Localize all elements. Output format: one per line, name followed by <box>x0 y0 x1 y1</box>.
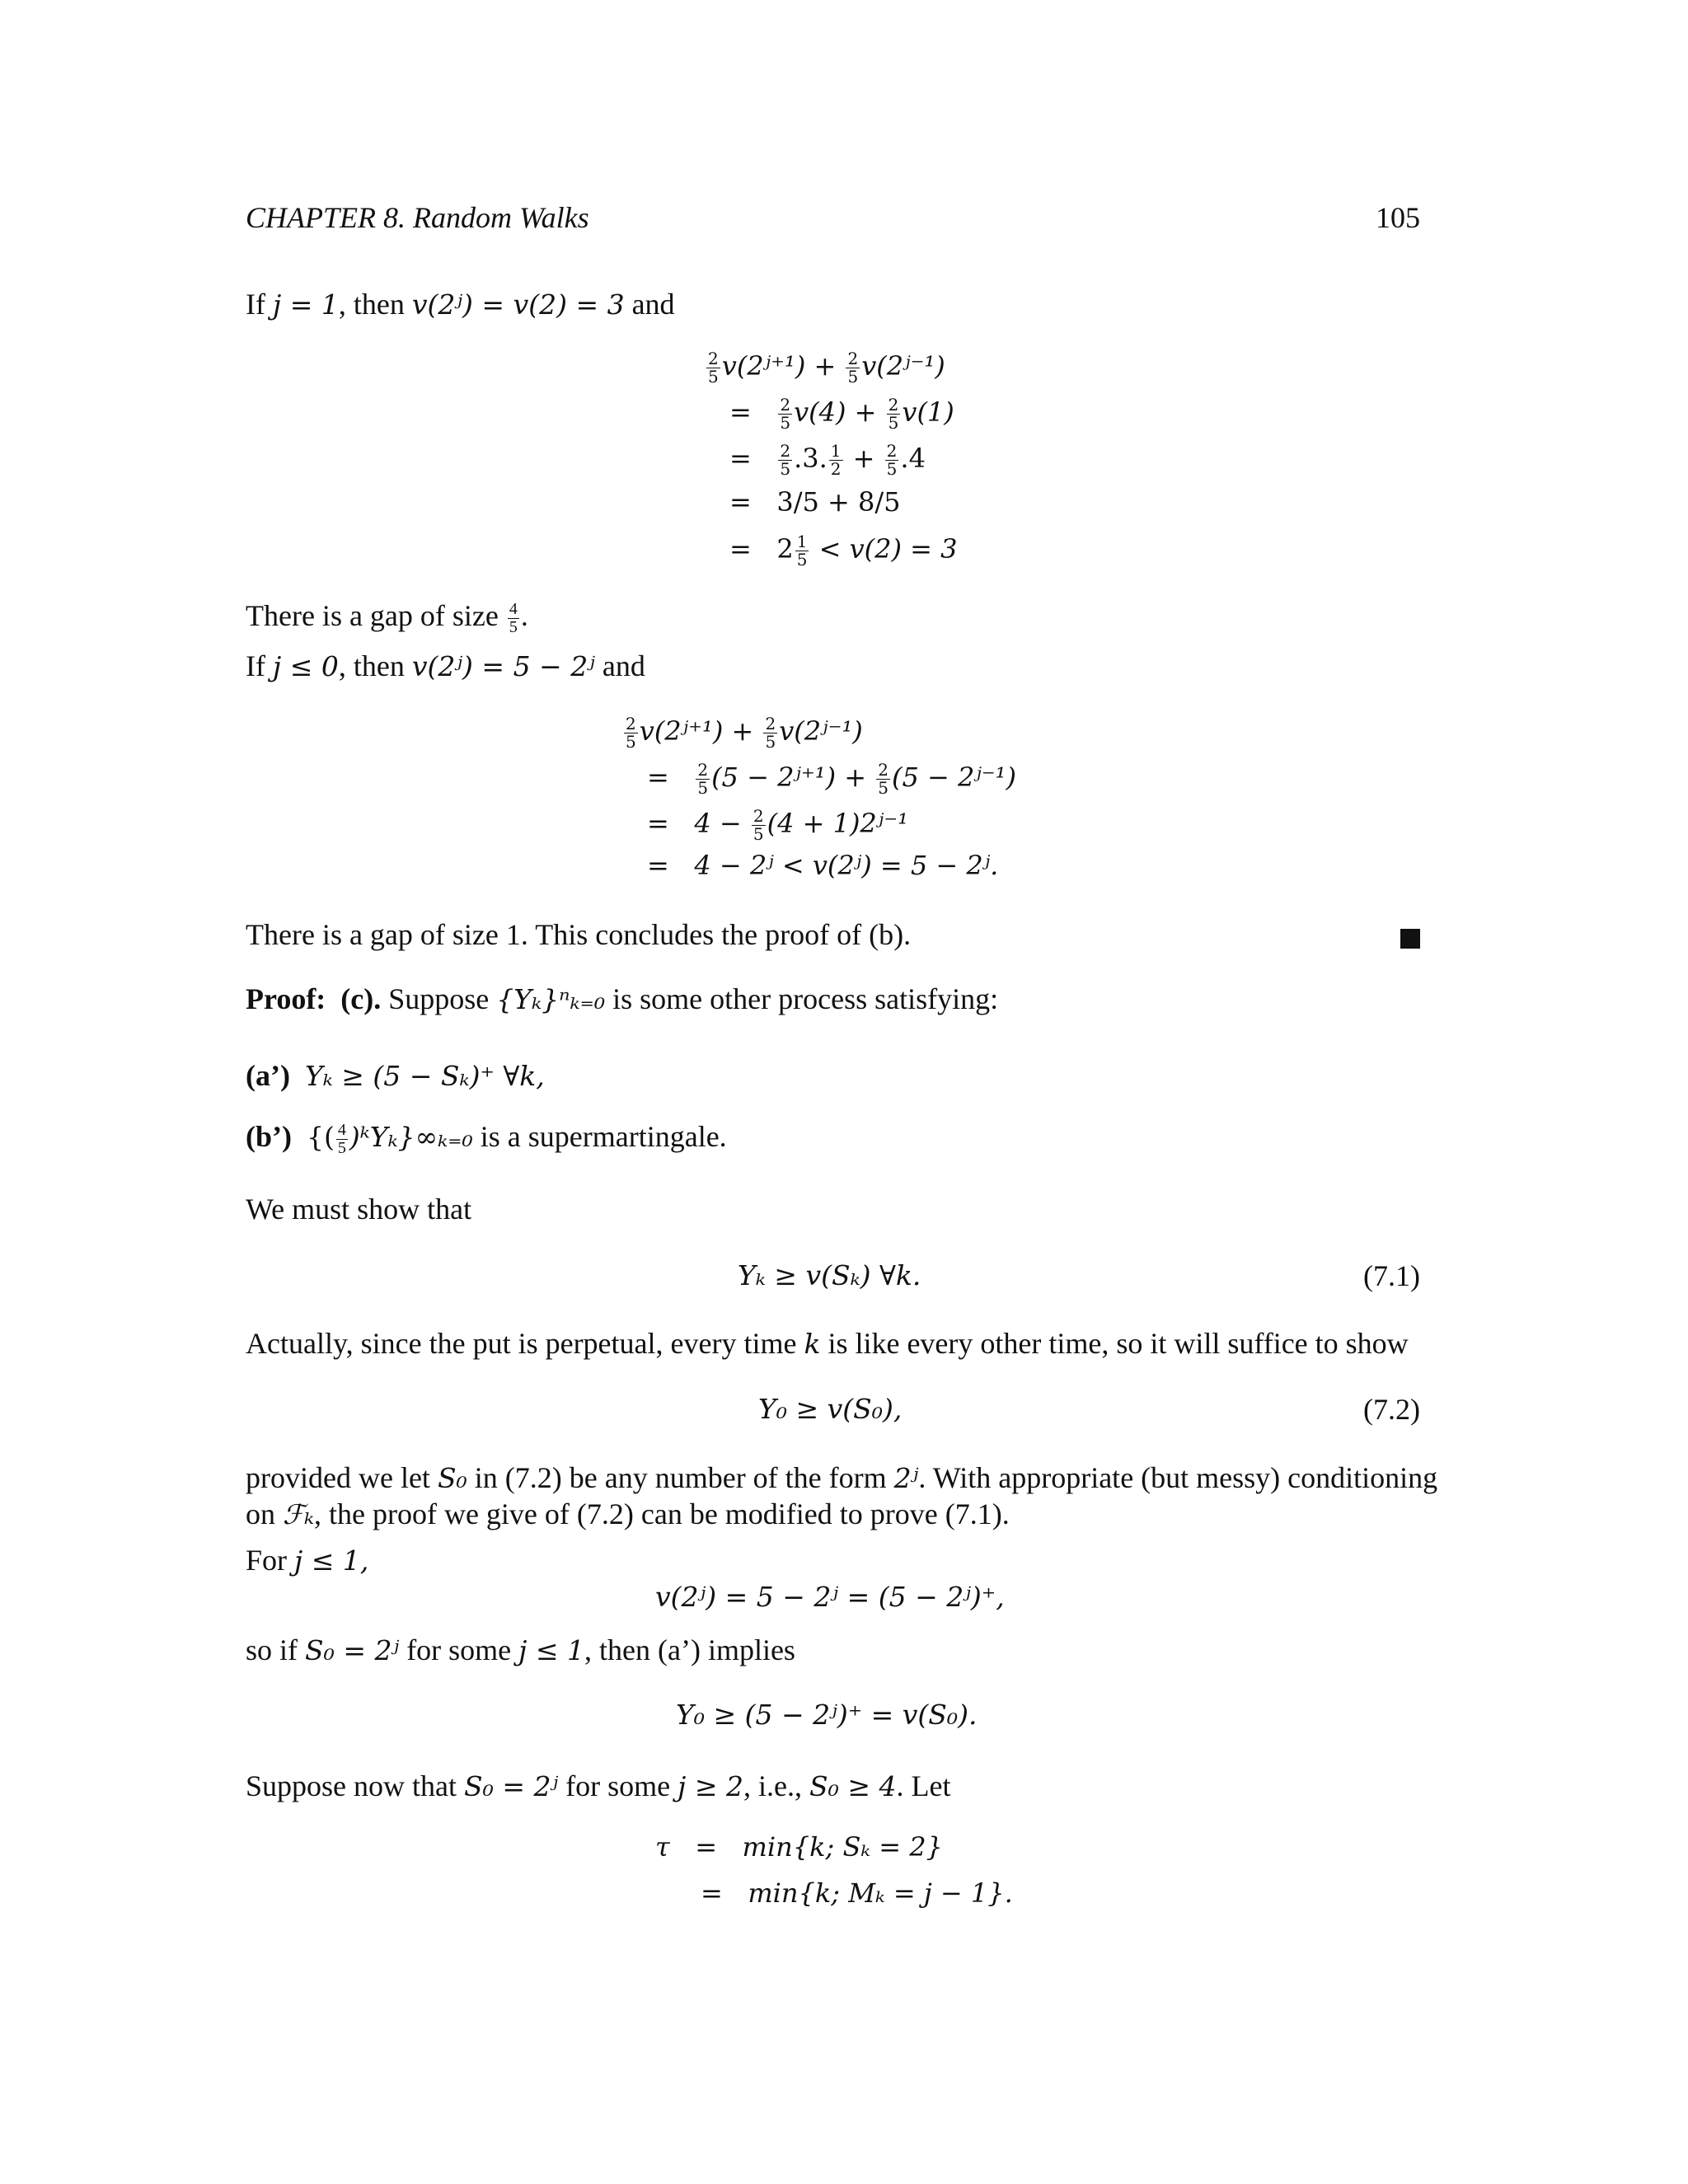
paragraph-case-j-le-0: If j ≤ 0, then v(2ʲ) = 5 − 2ʲ and <box>246 649 645 682</box>
eq2-line-3: = 4 − $\frac{2}{5}$ (4 + 1)2ʲ⁻¹ <box>647 806 908 844</box>
equation-tag-7-2: (7.2) <box>1363 1393 1420 1426</box>
paragraph-actually: Actually, since the put is perpetual, every time k is like every other time, so it will suffice to show <box>246 1327 1409 1360</box>
condition-a-prime: (a’) Yₖ ≥ (5 − Sₖ)⁺ ∀k, <box>246 1059 545 1092</box>
paragraph-suppose-now: Suppose now that S₀ = 2ʲ for some j ≥ 2, i.e., S₀ ≥ 4. Let <box>246 1769 951 1802</box>
gap-statement-1: There is a gap of size $\frac{4}{5}$ . <box>246 599 528 637</box>
page-number: 105 <box>1376 201 1420 234</box>
tau-line-2: = min{k; Mₖ = j − 1}. <box>701 1877 1013 1909</box>
equation-y0: Y₀ ≥ (5 − 2ʲ)⁺ = v(S₀). <box>676 1699 978 1731</box>
equation-tag-7-1: (7.1) <box>1363 1259 1420 1292</box>
equation-v-2j: v(2ʲ) = 5 − 2ʲ = (5 − 2ʲ)⁺, <box>655 1581 1005 1613</box>
equation-7-1: Yₖ ≥ v(Sₖ) ∀k. <box>738 1259 921 1291</box>
eq1-line-5: = 2 $\frac{1}{5}$ < v(2) = 3 <box>729 532 958 569</box>
eq1-line-4: = 3/5 + 8/5 <box>729 486 901 518</box>
qed-square-icon <box>1400 929 1420 949</box>
proof-c-intro: Proof: (c). Suppose {Yₖ}ⁿₖ₌₀ is some other process satisfying: <box>246 982 999 1015</box>
must-show-text: We must show that <box>246 1193 472 1226</box>
eq1-line-2: = $\frac{2}{5}$ v(4) + $\frac{2}{5}$ v(1) <box>729 395 954 433</box>
paragraph-case-j1: If j = 1, then v(2ʲ) = v(2) = 3 and <box>246 288 675 321</box>
tau-line-1: τ = min{k; Sₖ = 2} <box>655 1831 943 1863</box>
running-header: CHAPTER 8. Random Walks <box>246 201 589 234</box>
eq2-line-1: $\frac{2}{5}$ v(2ʲ⁺¹) + $\frac{2}{5}$ v(2ʲ⁻¹) <box>626 714 863 752</box>
condition-b-prime: (b’) {( $\frac{4}{5}$ )ᵏYₖ}∞ₖ₌₀ is a supermartingale. <box>246 1120 727 1158</box>
eq2-line-4: = 4 − 2ʲ < v(2ʲ) = 5 − 2ʲ. <box>647 850 999 881</box>
paragraph-provided: provided we let S₀ in (7.2) be any number of the form 2ʲ. With appropriate (but messy) conditioning <box>246 1461 1438 1494</box>
eq1-line-1: $\frac{2}{5}$ v(2ʲ⁺¹) + $\frac{2}{5}$ v(2ʲ⁻¹) <box>708 349 945 387</box>
paragraph-for-j: For j ≤ 1, <box>246 1544 369 1577</box>
paragraph-provided-cont: on ℱₖ, the proof we give of (7.2) can be modified to prove (7.1). <box>246 1497 1010 1530</box>
gap-statement-2: There is a gap of size 1. This concludes the proof of (b). <box>246 918 912 951</box>
eq1-line-3: = $\frac{2}{5}$ .3. $\frac{1}{2}$ + $\frac{2}{5}$ .4 <box>729 441 926 479</box>
paragraph-so-if: so if S₀ = 2ʲ for some j ≤ 1, then (a’) implies <box>246 1633 795 1666</box>
eq2-line-2: = $\frac{2}{5}$ (5 − 2ʲ⁺¹) + $\frac{2}{5}$ (5 − 2ʲ⁻¹) <box>647 760 1016 798</box>
equation-7-2: Y₀ ≥ v(S₀), <box>758 1393 903 1425</box>
